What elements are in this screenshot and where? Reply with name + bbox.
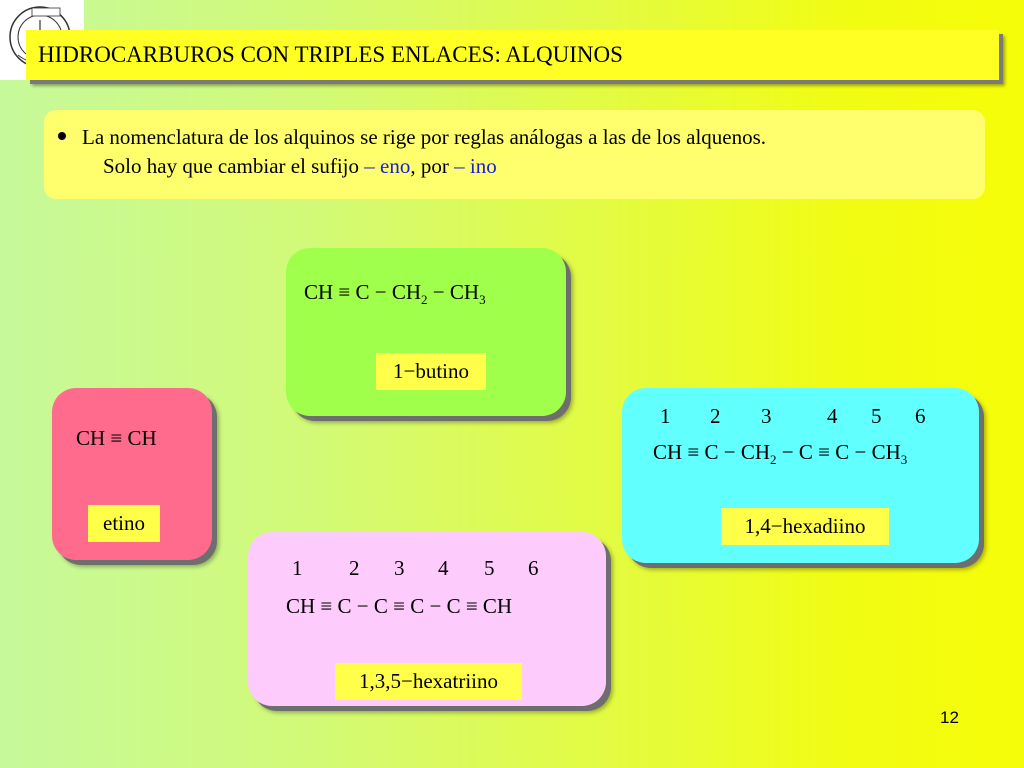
name-etino: etino — [88, 505, 160, 542]
card-etino — [52, 388, 212, 560]
intro-middle: , por — [410, 154, 455, 178]
carbon-number: 3 — [761, 404, 772, 428]
carbon-number: 5 — [871, 404, 882, 428]
formula-part: − C ≡ C − CH — [776, 440, 901, 464]
subscript: 2 — [770, 452, 777, 467]
page-number: 12 — [940, 708, 959, 727]
carbon-number: 4 — [438, 556, 449, 580]
formula-part: − CH — [427, 280, 480, 304]
title-bar — [26, 30, 999, 80]
formula-hexadiino — [653, 440, 907, 468]
subscript: 3 — [479, 292, 486, 307]
formula-butino — [304, 280, 486, 308]
name-hexatriino: 1,3,5−hexatriino — [335, 663, 522, 700]
intro-prefix: Solo hay que cambiar el sufijo — [103, 154, 360, 178]
carbon-number: 6 — [528, 556, 539, 580]
carbon-number: 1 — [292, 556, 303, 580]
card-butino — [286, 248, 566, 416]
slide-title: HIDROCARBUROS CON TRIPLES ENLACES: ALQUINOS — [38, 42, 623, 67]
subscript: 3 — [900, 452, 908, 467]
card-hexadiino — [622, 388, 979, 563]
card-hexatriino — [248, 532, 606, 706]
carbon-number: 3 — [394, 556, 405, 580]
formula-hexatriino: CH ≡ C − C ≡ C − C ≡ CH — [286, 594, 513, 618]
carbon-number: 2 — [349, 556, 360, 580]
intro-line-2 — [103, 154, 497, 179]
name-hexadiino: 1,4−hexadiino — [721, 508, 889, 545]
carbon-number: 4 — [827, 404, 838, 428]
subscript: 2 — [421, 292, 428, 307]
formula-part: CH ≡ C − CH — [304, 280, 422, 304]
carbon-number: 6 — [915, 404, 926, 428]
formula-etino: CH ≡ CH — [76, 426, 157, 450]
bullet-icon — [58, 132, 66, 140]
intro-box — [44, 110, 985, 199]
suffix-new: – ino — [454, 154, 497, 178]
carbon-number: 1 — [660, 404, 671, 428]
suffix-old: – eno — [364, 154, 411, 178]
carbon-number: 2 — [710, 404, 721, 428]
name-butino: 1−butino — [376, 353, 486, 390]
intro-line-1: La nomenclatura de los alquinos se rige por reglas análogas a las de los alquenos. — [82, 125, 767, 149]
carbon-number: 5 — [484, 556, 495, 580]
formula-part: CH ≡ C − CH — [653, 440, 771, 464]
